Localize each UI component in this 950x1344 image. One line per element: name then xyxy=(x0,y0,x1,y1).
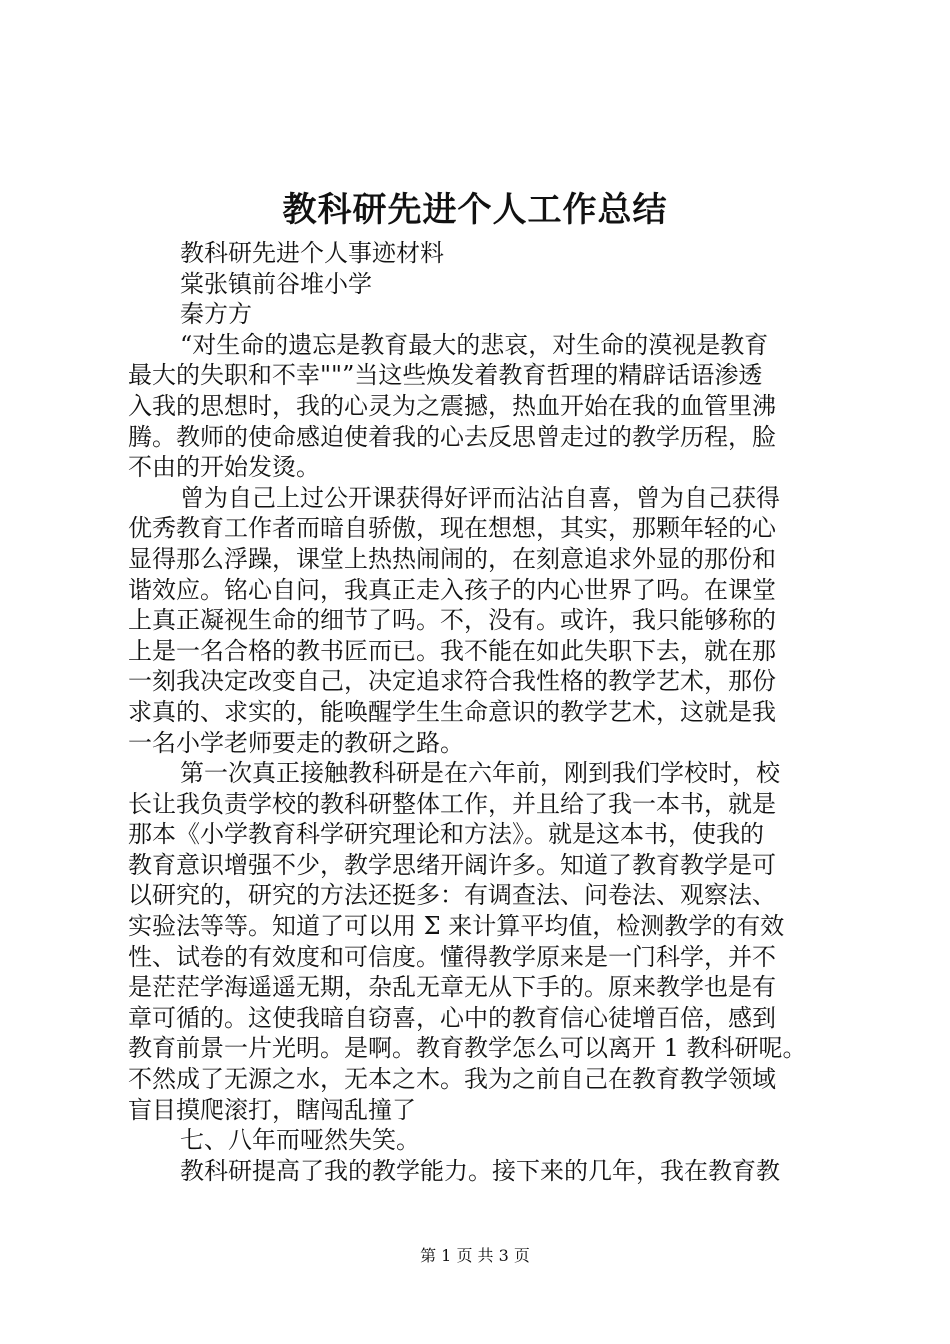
text-line: 显得那么浮躁，课堂上热热闹闹的，在刻意追求外显的那份和 xyxy=(128,544,776,573)
text-line: 棠张镇前谷堆小学 xyxy=(180,269,372,298)
text-line: 性、试卷的有效度和可信度。懂得教学原来是一门科学，并不 xyxy=(128,942,776,971)
text-line: 盲目摸爬滚打，瞎闯乱撞了 xyxy=(128,1095,416,1124)
text-line: 谐效应。铭心自问，我真正走入孩子的内心世界了吗。在课堂 xyxy=(128,575,776,604)
text-line: 入我的思想时，我的心灵为之震撼，热血开始在我的血管里沸 xyxy=(128,391,776,420)
text-line: 那本《小学教育科学研究理论和方法》。就是这本书，使我的 xyxy=(128,820,764,849)
text-line: 上真正凝视生命的细节了吗。不，没有。或许，我只能够称的 xyxy=(128,606,776,635)
text-line: 秦方方 xyxy=(180,300,252,329)
text-line: 章可循的。这使我暗自窃喜，心中的教育信心徒增百倍，感到 xyxy=(128,1003,776,1032)
text-line: 腾。教师的使命感迫使着我的心去反思曾走过的教学历程，脸 xyxy=(128,422,776,451)
text-line: 一刻我决定改变自己，决定追求符合我性格的教学艺术，那份 xyxy=(128,667,776,696)
text-line: 优秀教育工作者而暗自骄傲，现在想想，其实，那颗年轻的心 xyxy=(128,514,776,543)
text-line: 不然成了无源之水，无本之木。我为之前自己在教育教学领域 xyxy=(128,1065,776,1094)
text-line: 曾为自己上过公开课获得好评而沾沾自喜，曾为自己获得 xyxy=(180,483,780,512)
text-line: 教科研提高了我的教学能力。接下来的几年，我在教育教 xyxy=(180,1156,780,1185)
text-line: 一名小学老师要走的教研之路。 xyxy=(128,728,464,757)
text-line: 教科研先进个人事迹材料 xyxy=(180,239,444,267)
document-title: 教科研先进个人工作总结 xyxy=(282,190,668,230)
text-line: 上是一名合格的教书匠而已。我不能在如此失职下去，就在那 xyxy=(128,636,776,665)
text-line: 教育意识增强不少，教学思绪开阔许多。知道了教育教学是可 xyxy=(128,850,776,879)
text-line: 七、八年而哑然失笑。 xyxy=(180,1126,420,1155)
text-line: 实验法等等。知道了可以用 Σ 来计算平均值，检测教学的有效 xyxy=(128,912,785,941)
text-line: 长让我负责学校的教科研整体工作，并且给了我一本书，就是 xyxy=(128,789,776,818)
document-body xyxy=(128,238,838,1186)
text-line: 以研究的，研究的方法还挺多：有调查法、问卷法、观察法、 xyxy=(128,881,776,910)
text-line: 教育前景一片光明。是啊。教育教学怎么可以离开 1 教科研呢。 xyxy=(128,1034,807,1063)
text-line: “对生命的遗忘是教育最大的悲哀，对生命的漠视是教育 xyxy=(180,330,769,359)
text-line: 最大的失职和不幸""”当这些焕发着教育哲理的精辟话语渗透 xyxy=(128,361,763,390)
page-footer: 第 1 页 共 3 页 xyxy=(420,1246,530,1265)
text-line: 是茫茫学海遥遥无期，杂乱无章无从下手的。原来教学也是有 xyxy=(128,973,776,1002)
text-line: 不由的开始发烫。 xyxy=(128,453,320,482)
text-line: 第一次真正接触教科研是在六年前，刚到我们学校时，校 xyxy=(180,759,780,788)
text-line: 求真的、求实的，能唤醒学生生命意识的教学艺术，这就是我 xyxy=(128,697,776,726)
